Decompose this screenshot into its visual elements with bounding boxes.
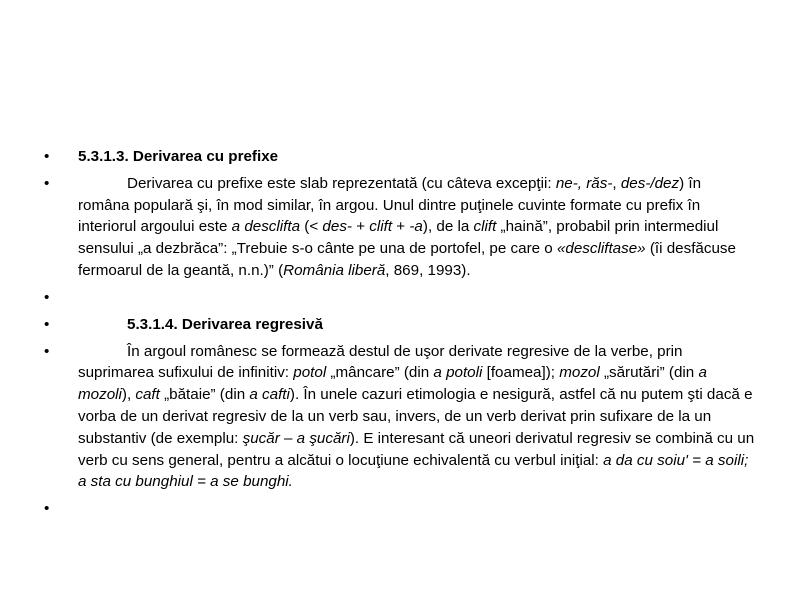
italic-text-run: a desclifta bbox=[231, 218, 301, 236]
text-run: „mâncare” (din bbox=[326, 364, 434, 382]
italic-text-run: «descliftase» bbox=[556, 240, 646, 258]
italic-text-run: ne-, răs- bbox=[555, 174, 613, 192]
text-run: ). În unele cazuri etimologia e nesigură, astfel că nu putem şti dacă e vorba de un derivat regresiv de la un verb sau, invers, de un verb derivat prin sufixare de la un substantiv (de exemplu: bbox=[78, 386, 753, 447]
bullet-icon: • bbox=[44, 342, 50, 360]
text-run: „haină”, probabil prin intermediul sensului „a dezbrăca”: „Trebuie s-o cânte pe una de portofel, pe care o bbox=[78, 218, 719, 258]
list-item-heading-regresiva bbox=[44, 314, 756, 336]
text-run: (îi desfăcuse fermoarul de la geantă, n.n.)” ( bbox=[78, 240, 736, 279]
italic-text-run: clift bbox=[473, 218, 497, 236]
italic-text-run: România liberă bbox=[283, 261, 386, 279]
paragraph-prefixe bbox=[78, 175, 736, 279]
italic-text-run: a da cu soiu' = a soili; a sta cu bunghiul = a se bunghi. bbox=[78, 451, 749, 491]
text-run: , bbox=[612, 174, 621, 192]
italic-text-run: a potoli bbox=[433, 364, 483, 382]
bullet-icon: • bbox=[44, 174, 50, 192]
text-run: „sărutări” (din bbox=[599, 364, 699, 382]
list-item-empty bbox=[44, 498, 756, 520]
text-run: ), de la bbox=[422, 218, 474, 236]
text-run: [foamea]); bbox=[482, 364, 560, 382]
text-run: ) în româna populară şi, în mod similar, în argou. Unul dintre puţinele cuvinte formate cu prefix în interiorul argoului este bbox=[78, 174, 702, 236]
list-item-paragraph-regresiva bbox=[44, 341, 756, 494]
text-run: , 869, 1993). bbox=[385, 261, 471, 279]
section-heading-prefixe: 5.3.1.3. Derivarea cu prefixe bbox=[78, 148, 279, 165]
text-run: Derivarea cu prefixe este slab reprezentată (cu câteva excepţii: bbox=[127, 174, 556, 192]
list-item-empty bbox=[44, 287, 756, 309]
text-run: În argoul românesc se formează destul de uşor derivate regresive de la verbe, prin suprimarea sufixului de infinitiv: bbox=[78, 342, 683, 382]
bullet-icon: • bbox=[44, 148, 50, 165]
list-item-paragraph-prefixe bbox=[44, 173, 756, 282]
italic-text-run: -a bbox=[409, 218, 423, 236]
italic-text-run: şucăr – a şucări bbox=[242, 429, 350, 447]
bullet-icon: • bbox=[44, 288, 50, 306]
paragraph-regresiva bbox=[78, 343, 754, 491]
text-run: + bbox=[392, 218, 410, 236]
list-item-heading-prefixe bbox=[44, 146, 756, 168]
italic-text-run: a cafti bbox=[249, 386, 290, 404]
text-run: ). E interesant că uneori derivatul regresiv se combină cu un verb cu sens general, pentru a alcătui o locuţiune echivalentă cu verbul iniţial: bbox=[78, 429, 755, 469]
italic-text-run: potol bbox=[293, 364, 327, 382]
italic-text-run: caft bbox=[135, 386, 160, 404]
bullet-icon: • bbox=[44, 500, 50, 518]
italic-text-run: mozol bbox=[559, 364, 600, 382]
italic-text-run: des-/dez bbox=[620, 174, 680, 192]
italic-text-run: des- bbox=[322, 218, 352, 236]
italic-text-run: clift bbox=[369, 218, 393, 236]
text-run: + bbox=[351, 218, 370, 236]
text-run: „bătaie” (din bbox=[159, 386, 250, 404]
text-run: ), bbox=[121, 386, 136, 404]
text-run: (< bbox=[300, 218, 323, 236]
italic-text-run: a mozoli bbox=[78, 364, 707, 404]
bullet-icon: • bbox=[44, 315, 50, 333]
bullet-list bbox=[44, 146, 756, 520]
section-heading-regresiva: 5.3.1.4. Derivarea regresivă bbox=[127, 315, 323, 333]
